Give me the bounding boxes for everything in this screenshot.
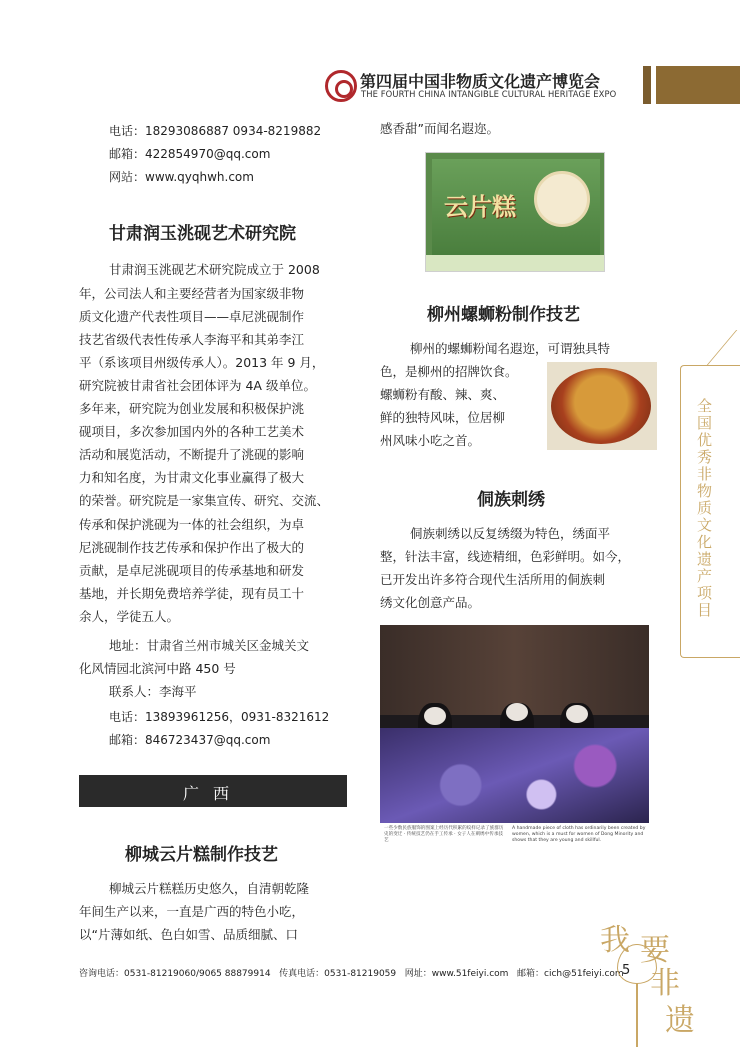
photo-embroidery-cloth bbox=[380, 728, 649, 823]
photo-caption-en: A handmade piece of cloth has ordinarily been created by women, which is a must for women of Dong Minority and shows that they are young and skillful. bbox=[512, 826, 646, 843]
package-title: 云片糕 bbox=[444, 192, 516, 221]
photo-head bbox=[566, 705, 588, 723]
section-title-dong-embroidery: 侗族刺绣 bbox=[477, 490, 545, 510]
signature-char: 我 bbox=[600, 923, 630, 958]
body-line: 力和知名度，为甘肃文化事业赢得了极大 bbox=[79, 470, 305, 485]
lotus-stem bbox=[636, 983, 638, 1047]
continued-line: 感香甜”而闻名遐迩。 bbox=[380, 121, 499, 136]
body-line: 余人，学徒五人。 bbox=[79, 609, 180, 624]
header-title-cn: 第四届中国非物质文化遗产博览会 bbox=[360, 72, 601, 91]
body-line: 传承和保护洮砚为一体的社会组织，为卓 bbox=[79, 517, 305, 532]
body-line: 柳城云片糕糕历史悠久，自清朝乾隆 bbox=[109, 881, 310, 896]
contact-person: 联系人：李海平 bbox=[109, 684, 197, 699]
footer-fax: 传真电话：0531-81219059 bbox=[279, 969, 397, 979]
footer-email: 邮箱：cich@51feiyi.com bbox=[517, 969, 624, 979]
signature-char: 非 bbox=[650, 966, 680, 1001]
body-line: 州风味小吃之首。 bbox=[380, 433, 481, 448]
header-decor-bar bbox=[643, 66, 651, 104]
page-number: 5 bbox=[622, 963, 631, 978]
region-bar-guangxi bbox=[79, 775, 347, 807]
prev-website: 网站：www.qyqhwh.com bbox=[109, 170, 254, 184]
section-title-luosifen: 柳州螺蛳粉制作技艺 bbox=[427, 305, 580, 325]
cake-plate bbox=[534, 171, 590, 227]
footer-web: 网址：www.51feiyi.com bbox=[404, 969, 509, 979]
body-line: 的荣誉。研究院是一家集宣传、研究、交流、 bbox=[79, 493, 330, 508]
contact-phone: 电话：13893961256，0931-8321612 bbox=[109, 710, 330, 724]
address-line: 化风情园北滨河中路 450 号 bbox=[79, 661, 236, 676]
section-title-taoyan: 甘肃润玉洮砚艺术研究院 bbox=[109, 224, 296, 244]
body-line: 贡献，是卓尼洮砚项目的传承基地和研发 bbox=[79, 563, 305, 578]
body-line: 已开发出许多符合现代生活所用的侗族刺 bbox=[380, 572, 606, 587]
side-tab-notch bbox=[706, 330, 740, 366]
photo-caption-cn: 一些少数民族服饰的图案上经历代积累的纹样记录了族群历史的变迁 · 传统技艺仍在手工传承 · 女子人在刺绣中传承技艺 bbox=[384, 826, 504, 843]
header-title-en: THE FOURTH CHINA INTANGIBLE CULTURAL HERITAGE EXPO bbox=[361, 89, 617, 99]
photo-wall bbox=[380, 625, 649, 715]
package-strip bbox=[426, 255, 604, 271]
section-title-yunpiangao: 柳城云片糕制作技艺 bbox=[125, 845, 278, 865]
footer-contact bbox=[79, 966, 624, 979]
signature-char: 遗 bbox=[665, 1003, 695, 1038]
embroidery-photo bbox=[380, 625, 649, 823]
photo-head bbox=[506, 703, 528, 721]
address-line: 地址：甘肃省兰州市城关区金城关文 bbox=[109, 638, 310, 653]
body-line: 平（系该项目州级传承人）。2013 年 9 月， bbox=[79, 355, 325, 370]
body-line: 研究院被甘肃省社会团体评为 4A 级单位。 bbox=[79, 378, 316, 393]
body-line: 侗族刺绣以反复绣缀为特色，绣面平 bbox=[410, 526, 611, 541]
body-line: 多年来，研究院为创业发展和积极保护洮 bbox=[79, 401, 305, 416]
expo-logo bbox=[325, 70, 357, 102]
body-line: 基地，并长期免费培养学徒，现有员工十 bbox=[79, 586, 305, 601]
body-line: 甘肃润玉洮砚艺术研究院成立于 2008 bbox=[109, 262, 320, 277]
body-line: 砚项目，多次参加国内外的各种工艺美术 bbox=[79, 424, 305, 439]
body-line: 绣文化创意产品。 bbox=[380, 595, 481, 610]
body-line: 尼洮砚制作技艺传承和保护作出了极大的 bbox=[79, 540, 305, 555]
body-line: 质文化遗产代表性项目——卓尼洮砚制作 bbox=[79, 309, 305, 324]
body-line: 整，针法丰富，线迹精细，色彩鲜明。如今， bbox=[380, 549, 631, 564]
photo-head bbox=[424, 707, 446, 725]
contact-email: 邮箱：846723437@qq.com bbox=[109, 733, 271, 747]
body-line: 以“片薄如纸、色白如雪、品质细腻、口 bbox=[79, 927, 298, 942]
body-line: 技艺省级代表性传承人李海平和其弟李江 bbox=[79, 332, 305, 347]
body-line: 柳州的螺蛳粉闻名遐迩，可谓独具特 bbox=[410, 341, 611, 356]
side-tab-label: 全国优秀非物质文化遗产项目 bbox=[695, 398, 713, 619]
body-line: 鲜的独特风味，位居柳 bbox=[380, 410, 506, 425]
body-line: 年，公司法人和主要经营者为国家级非物 bbox=[79, 286, 305, 301]
luosifen-photo bbox=[547, 362, 657, 450]
noodle-bowl bbox=[551, 368, 651, 444]
body-line: 年间生产以来，一直是广西的特色小吃， bbox=[79, 904, 305, 919]
footer-consult: 咨询电话：0531-81219060/9065 88879914 bbox=[79, 969, 271, 979]
body-line: 螺蛳粉有酸、辣、爽、 bbox=[380, 387, 506, 402]
prev-email: 邮箱：422854970@qq.com bbox=[109, 147, 271, 161]
body-line: 活动和展览活动，不断提升了洮砚的影响 bbox=[79, 447, 305, 462]
yunpiangao-photo bbox=[425, 152, 605, 272]
region-label: 广西 bbox=[182, 784, 243, 803]
header-decor-block bbox=[656, 66, 740, 104]
signature-char: 要 bbox=[640, 933, 670, 968]
prev-phone: 电话：18293086887 0934-8219882 bbox=[109, 124, 322, 138]
body-line: 色，是柳州的招牌饮食。 bbox=[380, 364, 518, 379]
